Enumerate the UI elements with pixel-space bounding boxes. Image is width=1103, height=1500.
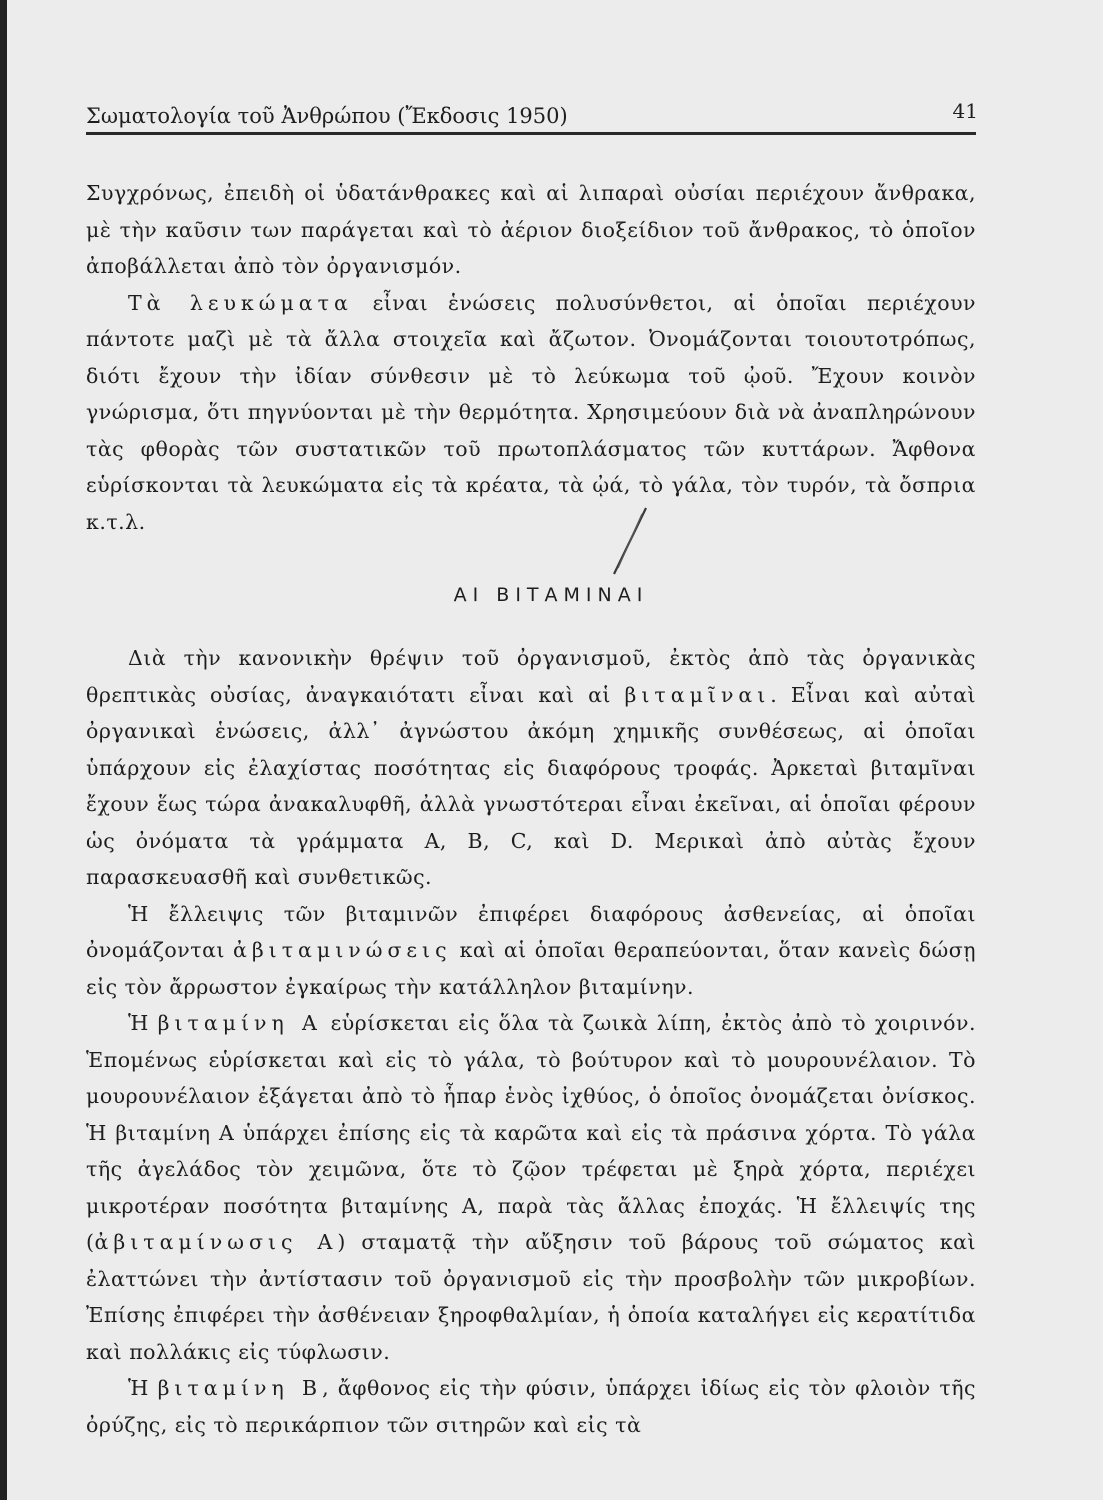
term-proteins: Τὰ λευκώματα xyxy=(128,290,353,315)
paragraph-avitaminosis-text-1: Ἡ ἔλλειψις τῶν βιταμινῶν ἐπιφέρει διαφόρους ἀσθενείας, αἱ ὁποῖαι ὀνομάζονται xyxy=(86,901,976,962)
paragraph-proteins xyxy=(86,285,976,541)
paragraph-vitamin-a-text-3: ) σταματᾷ τὴν αὔξησιν τοῦ βάρους τοῦ σώματος καὶ ἐλαττώνει τὴν ἀντίστασιν τοῦ ὀργανισμοῦ εἰς τὴν προσβολὴν τῶν μικροβίων. Ἐπίσης ἐπιφέρει τὴν ἀσθένειαν ξηροφθαλμίαν, ἡ ὁποία καταλήγει εἰς κερατίτιδα καὶ πολλάκις εἰς τύφλωσιν. xyxy=(86,1230,976,1364)
section-heading-vitamins: ΑΙ ΒΙΤΑΜΙΝΑΙ xyxy=(453,584,649,606)
pen-mark xyxy=(608,506,648,578)
paragraph-vitamin-b-text-2: , ἄφθονος εἰς τὴν φύσιν, ὑπάρχει ἰδίως εἰς τὸν φλοιὸν τῆς ὀρύζης, εἰς τὸ περικάρπιον τῶν σιτηρῶν καὶ εἰς τὰ xyxy=(86,1376,977,1437)
paragraph-vitamin-a-text-2: εὑρίσκεται εἰς ὅλα τὰ ζωικὰ λίπη, ἐκτὸς ἀπὸ τὸ χοιρινόν. Ἑπομένως εὑρίσκεται καὶ εἰς τὸ γάλα, τὸ βούτυρον καὶ τὸ μουρουνέλαιον. Τὸ μουρουνέλαιον ἐξάγεται ἀπὸ τὸ ἧπαρ ἑνὸς ἰχθύος, ὁ ὁποῖος ὀνομάζεται ὀνίσκος. Ἡ βιταμίνη Α ὑπάρχει ἐπίσης εἰς τὰ καρῶτα καὶ εἰς τὰ πράσινα χόρτα. Τὸ γάλα τῆς ἀγελάδος τὸν χειμῶνα, ὅτε τὸ ζῷον τρέφεται μὲ ξηρὰ χόρτα, περιέχει μικροτέραν ποσότητα βιταμίνης Α, παρὰ τὰς ἄλλας ἐποχάς. Ἡ ἔλλειψίς της ( xyxy=(86,1011,977,1254)
term-avitaminosis-a: ἀβιταμίνωσις Α xyxy=(94,1230,338,1254)
term-avitaminosis: ἀβιταμινώσεις xyxy=(232,938,452,962)
term-vitamin-a: βιταμίνη Α xyxy=(157,1011,322,1035)
book-page xyxy=(86,96,976,1443)
paragraph-avitaminosis xyxy=(86,896,976,1006)
scan-left-edge xyxy=(0,0,7,1500)
paragraph-vitamins-text-1: Διὰ τὴν κανονικὴν θρέψιν τοῦ ὀργανισμοῦ, ἐκτὸς ἀπὸ τὰς ὀργανικὰς θρεπτικὰς οὐσίας, ἀναγκαιότατι εἶναι καὶ αἱ xyxy=(86,646,976,707)
paragraph-vitamin-a xyxy=(86,1005,976,1370)
paragraph-vitamin-b-text-1: Ἡ xyxy=(128,1376,158,1400)
paragraph-carbon: Συγχρόνως, ἐπειδὴ οἱ ὑδατάνθρακες καὶ αἱ λιπαραὶ οὐσίαι περιέχουν ἄνθρακα, μὲ τὴν καῦσιν των παράγεται καὶ τὸ ἀέριον διοξείδιον τοῦ ἄνθρακος, τὸ ὁποῖον ἀποβάλλεται ἀπὸ τὸν ὀργανισμόν. xyxy=(86,181,976,278)
paragraph-proteins-text: εἶναι ἑνώσεις πολυσύνθετοι, αἱ ὁποῖαι περιέχουν πάντοτε μαζὶ μὲ τὰ ἄλλα στοιχεῖα καὶ ἄζωτον. Ὀνομάζονται τοιουτοτρόπως, διότι ἔχουν τὴν ἰδίαν σύνθεσιν μὲ τὸ λεύκωμα τοῦ ᾠοῦ. Ἔχουν κοινὸν γνώρισμα, ὅτι πηγνύονται μὲ τὴν θερμότητα. Χρησιμεύουν διὰ νὰ ἀναπληρώνουν τὰς φθορὰς τῶν συστατικῶν τοῦ πρωτοπλάσματος τῶν κυττάρων. Ἄφθονα εὑρίσκονται τὰ λευκώματα εἰς τὰ κρέατα, τὰ ᾠά, τὸ γάλα, τὸν τυρόν, τὰ ὄσπρια κ.τ.λ. xyxy=(86,290,976,534)
paragraph-vitamin-a-text-1: Ἡ xyxy=(128,1011,158,1035)
paragraph-vitamins xyxy=(86,640,976,896)
running-title: Σωματολογία τοῦ Ἀνθρώπου (Ἔκδοσις 1950) xyxy=(86,104,568,128)
paragraph-vitamins-text-2: . Εἶναι καὶ αὐταὶ ὀργανικαὶ ἑνώσεις, ἀλλ᾿ ἀγνώστου ἀκόμη χημικῆς συνθέσεως, αἱ ὁποῖαι ὑπάρχουν εἰς ἐλαχίστας ποσότητας εἰς διαφόρους τροφάς. Ἀρκεταὶ βιταμῖναι ἔχουν ἕως τώρα ἀνακαλυφθῆ, ἀλλὰ γνωστότεραι εἶναι ἐκεῖναι, αἱ ὁποῖαι φέρουν ὡς ὀνόματα τὰ γράμματα Α, Β, C, καὶ D. Μερικαὶ ἀπὸ αὐτὰς ἔχουν παρασκευασθῆ καὶ συνθετικῶς. xyxy=(86,682,977,889)
running-header xyxy=(86,96,976,135)
page-number: 41 xyxy=(952,99,978,123)
page-body xyxy=(86,175,976,1443)
paragraph-vitamin-b xyxy=(86,1370,976,1443)
term-vitamin-b: βιταμίνη Β xyxy=(157,1376,323,1400)
term-vitamins: βιταμῖναι xyxy=(624,682,771,707)
paragraph-avitaminosis-text-2: καὶ αἱ ὁποῖαι θεραπεύονται, ὅταν κανεὶς δώσῃ εἰς τὸν ἄρρωστον ἐγκαίρως τὴν κατάλληλον βιταμίνην. xyxy=(86,938,976,999)
